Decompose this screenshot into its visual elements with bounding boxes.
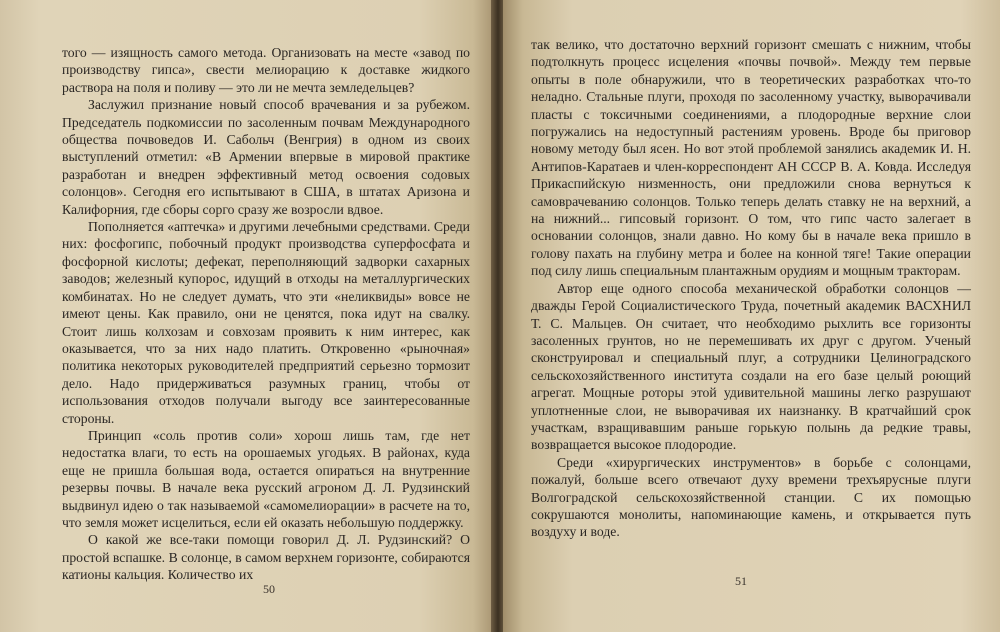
paragraph: того — изящность самого метода. Организовать на месте «завод по производству гипса», свести мелиорацию к доставке жидкого раствора на поля и поливу — это ли не мечта земледельцев? [62, 45, 470, 95]
page-number: 50 [263, 582, 275, 596]
left-page-text [62, 44, 470, 584]
paragraph: Автор еще одного способа механической обработки солонцов — дважды Герой Социалистического Труда, почетный академик ВАСХНИЛ Т. С. Мальцев. Он считает, что необходимо рыхлить все горизонты засоленных грунтов, но не перемешивать их друг с другом. Ученый сконструировал и специальный плуг, а сотрудники Целиноградского сельскохозяйственного института создали на его базе целый роющий агрегат. Мощные роторы этой удивительной машины легко разрушают уплотненные слои, не выворачивая их наизнанку. В кратчайший срок участкам, взращивавшим раньше горькую полынь да редкие травы, возвращается высокое плодородие. [531, 280, 971, 453]
paragraph: О какой же все-таки помощи говорил Д. Л. Рудзинский? О простой вспашке. В солонце, в самом верхнем горизонте, собираются катионы кальция. Количество их [62, 532, 470, 583]
paragraph: Заслужил признание новый способ врачевания и за рубежом. Председатель подкомиссии по засоленным почвам Международного общества почвоведов И. Сабольч (Венгрия) в одном из своих выступлений отметил: «В Армении впервые в мировой практике разработан и внедрен эффективный метод освоения содовых солонцов». Сегодня его испытывают в США, в штатах Аризона и Калифорния, где сборы сорго сразу же возросли вдвое. [62, 97, 470, 217]
paragraph: Принцип «соль против соли» хорош лишь там, где нет недостатка влаги, то есть на орошаемых угодьях. В районах, куда еще не пришла большая вода, остается опираться на внутренние резервы почвы. В начале века русский агроном Д. Л. Рудзинский выдвинул идею о так называемой «самомелиорации» в расчете на то, что земля может исцелиться, если ей оказать небольшую поддержку. [62, 427, 470, 530]
right-page [503, 0, 1000, 632]
page-number: 51 [735, 574, 747, 588]
paragraph: Среди «хирургических инструментов» в борьбе с солонцами, пожалуй, больше всего отвечают духу времени трехъярусные плуги Волгоградской сельскохозяйственной станции. С их помощью сокрушаются монолиты, напоминающие камень, и открывается путь воздуху и воде. [531, 454, 971, 540]
left-page [0, 0, 493, 632]
right-page-text [531, 36, 971, 541]
paragraph: так велико, что достаточно верхний горизонт смешать с нижним, чтобы подтолкнуть процесс исцеления «почвы почвой». Между тем первые опыты в поле обнаружили, что в теоретических разработках что-то неладно. Стальные плуги, проходя по засоленному участку, выворачивали пласты с токсичными соединениями, а плодородные верхние слои погружались на недоступный растениям уровень. Вроде бы приговор новому методу был ясен. Но вот этой проблемой занялись академик И. Н. Антипов-Каратаев и член-корреспондент АН СССР В. А. Ковда. Исследуя Прикаспийскую низменность, они предложили снова вернуться к самоврачеванию солонцов. Только теперь делать ставку не на верхний, а на нижний... гипсовый горизонт. О том, что гипс часто залегает в основании солонцов, знали давно. Но кому бы в начале века пришло в голову пахать на глубину метра и более на конной тяге! Такие операции под силу лишь специальным плантажным орудиям и мощным тракторам. [531, 37, 971, 279]
paragraph: Пополняется «аптечка» и другими лечебными средствами. Среди них: фосфогипс, побочный продукт производства суперфосфата и фосфорной кислоты; дефекат, переполняющий задворки сахарных заводов; железный купорос, идущий в отходы на металлургических комбинатах. Но не следует думать, что эти «неликвиды» вовсе не имеют цены. Как правило, они не ценятся, пока идут на свалку. Стоит лишь колхозам и совхозам проявить к ним интерес, как оказывается, что за них надо платить. Откровенно «рыночная» политика некоторых руководителей предприятий серьезно тормозит дело. Надо придерживаться разумных границ, чтобы от использования отходов получали выгоду все заинтересованные стороны. [62, 219, 470, 426]
